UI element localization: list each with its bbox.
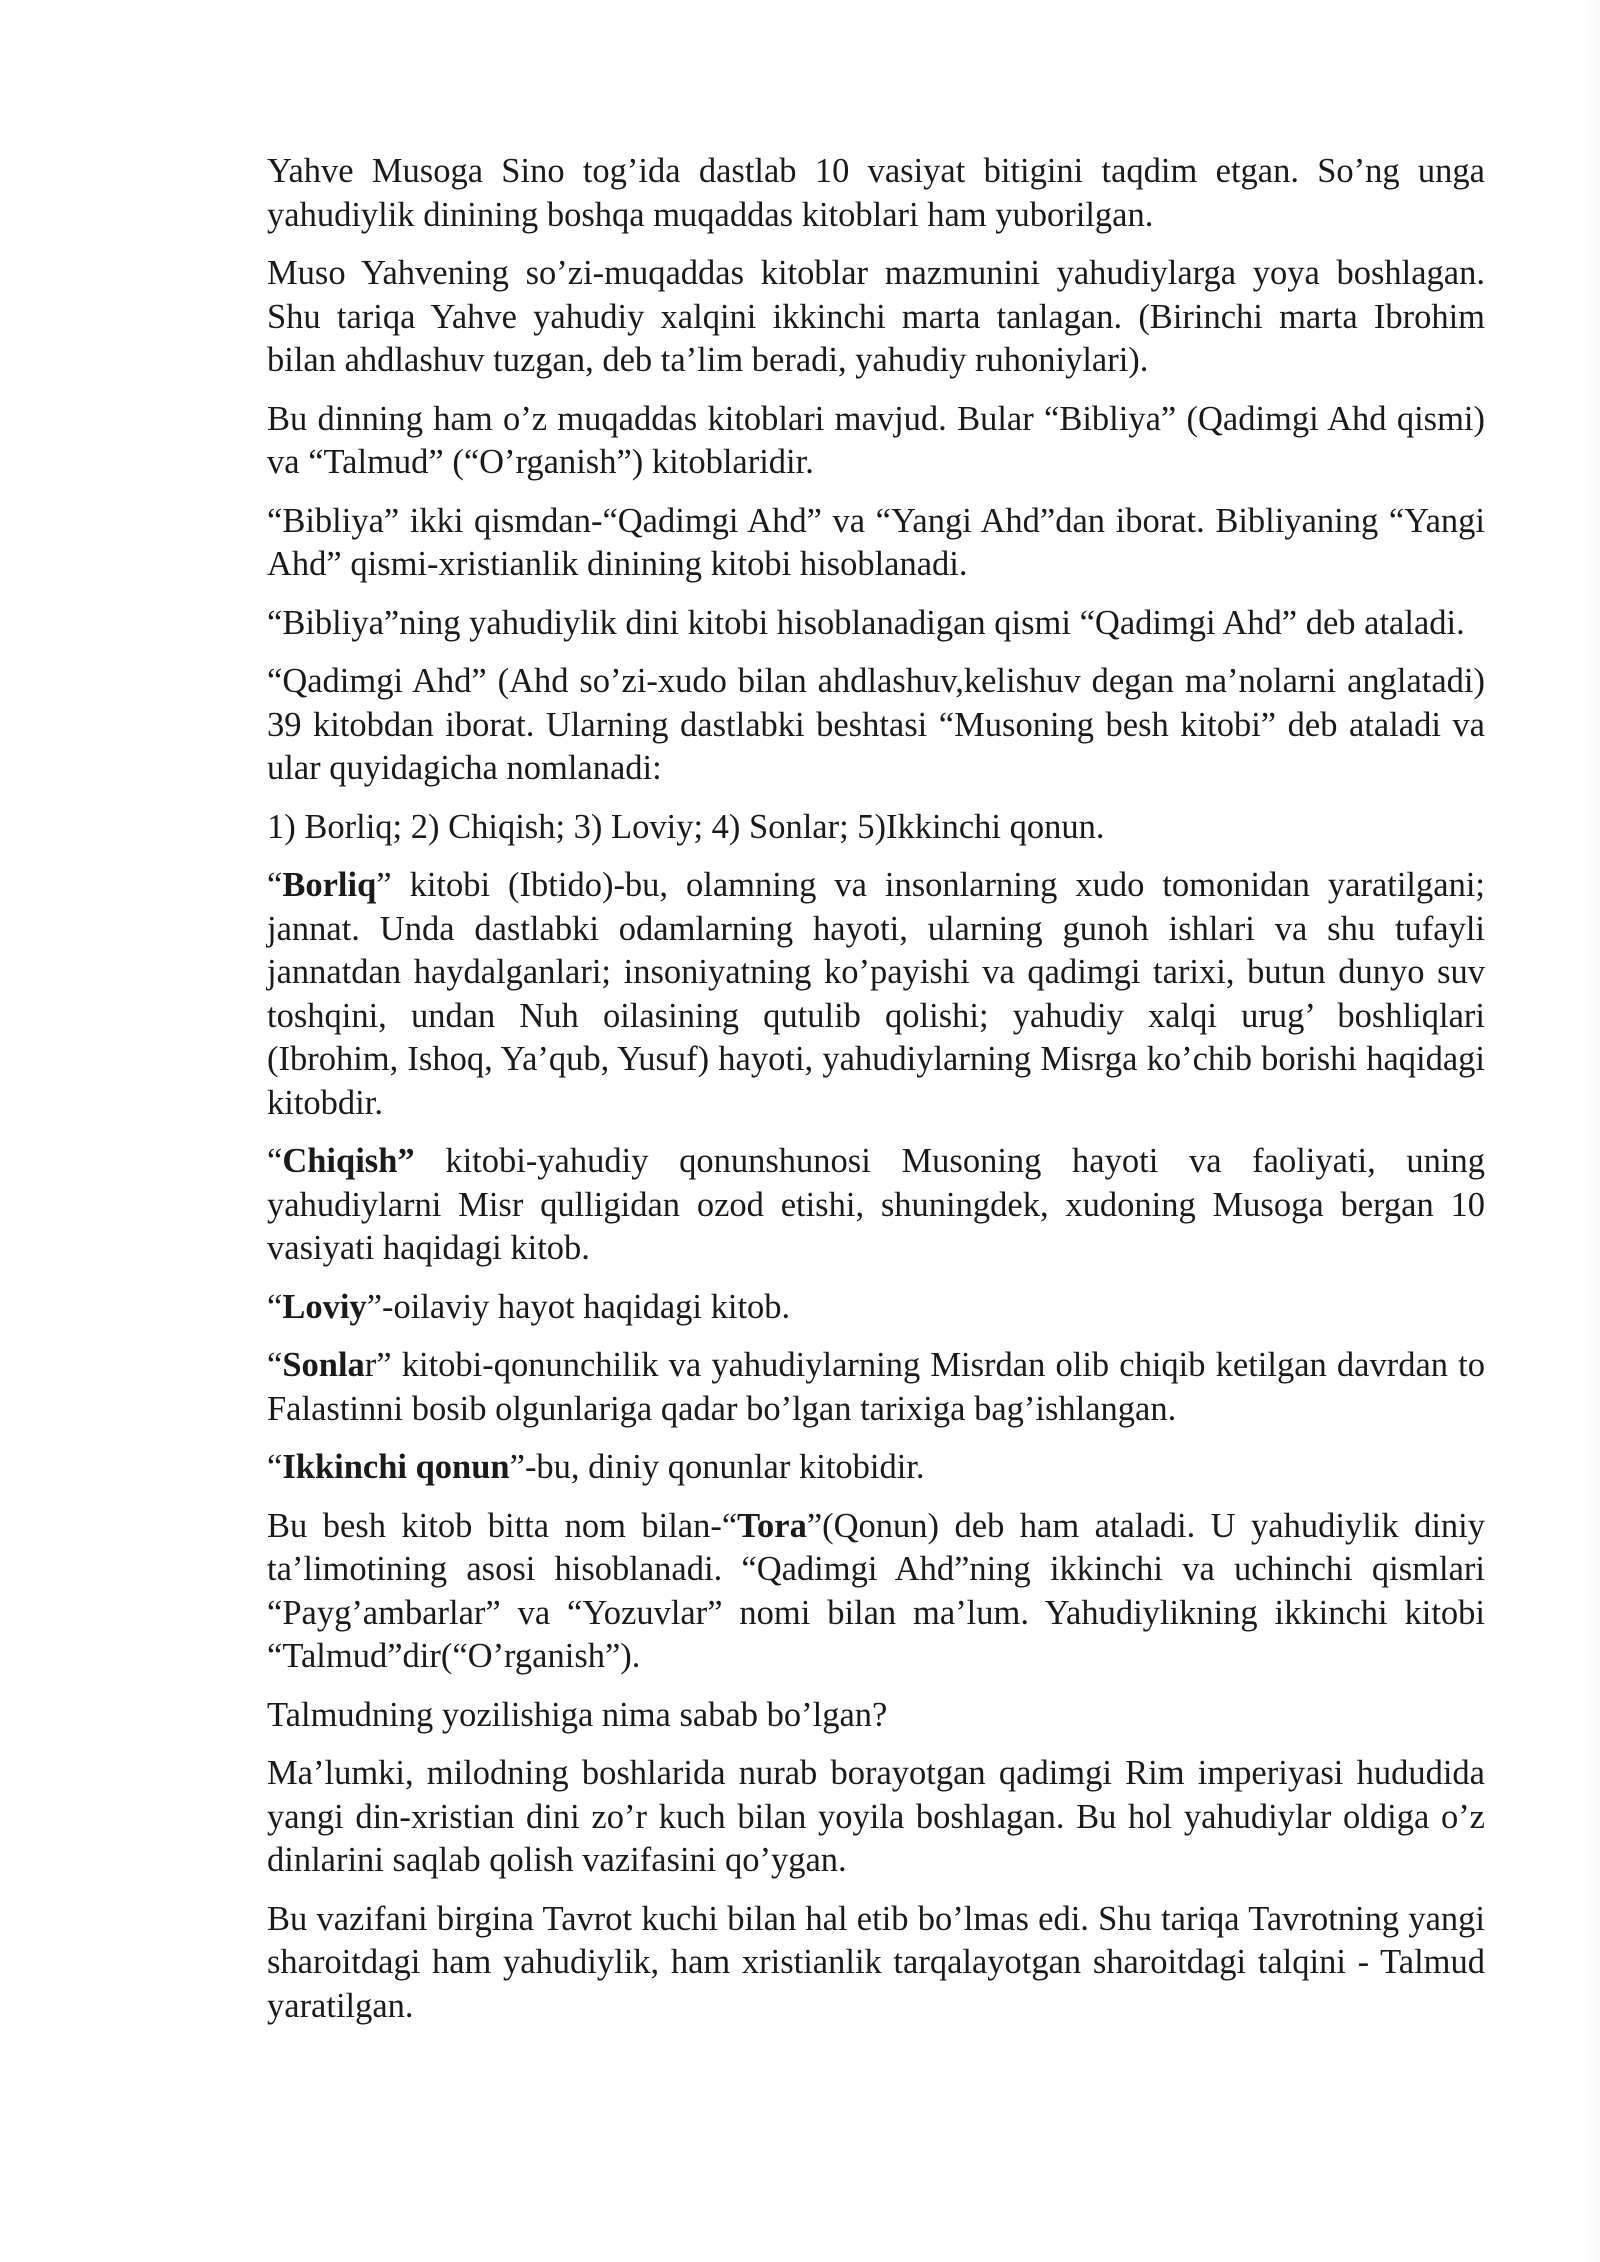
paragraph xyxy=(267,398,1485,485)
text-run: ” kitobi (Ibtido)-bu, olamning va insonlarning xudo tomonidan yaratilgani; jannat. Unda dastlabki odamlarning hayoti, ularning gunoh ishlari va shu tufayli jannatdan haydalganlari; insoniyatning ko’payishi va qadimgi tarixi, butun dunyo suv toshqini, undan Nuh oilasining qutulib qolishi; yahudiy xalqi urug’ boshliqlari (Ibrohim, Ishoq, Ya’qub, Yusuf) hayoti, yahudiylarning Misrga ko’chib borishi haqidagi kitobdir. xyxy=(267,866,1485,1122)
text-run: kitobi-yahudiy qonunshunosi Musoning hayoti va faoliyati, uning yahudiylarni Misr qulligidan ozod etishi, shuningdek, xudoning Musoga bergan 10 vasiyati haqidagi kitob. xyxy=(267,1142,1485,1267)
bold-term: Ikkinchi qonun xyxy=(282,1448,510,1486)
bold-term: Loviy xyxy=(282,1287,367,1326)
text-run: “ xyxy=(267,1346,283,1384)
text-run: Ma’lumki, milodning boshlarida nurab borayotgan qadimgi Rim imperiyasi hududida yangi din-xristian dini zo’r kuch bilan yoyila boshlagan. Bu hol yahudiylar oldiga o’z dinlarini saqlab qolish vazifasini qo’ygan. xyxy=(267,1754,1485,1879)
paragraph xyxy=(267,1898,1485,2029)
bold-term: Tora xyxy=(737,1506,807,1545)
text-run: ”-bu, diniy qonunlar kitobidir. xyxy=(509,1448,925,1486)
paragraph xyxy=(267,864,1485,1125)
bold-term: Borliq xyxy=(282,866,377,904)
paragraph xyxy=(267,252,1485,383)
paragraph xyxy=(267,1752,1485,1883)
text-run: 1) Borliq; 2) Chiqish; 3) Loviy; 4) Sonlar; 5)Ikkinchi qonun. xyxy=(267,807,1105,846)
page-edge-shadow xyxy=(1582,0,1600,2262)
text-run: “Qadimgi Ahd” (Ahd so’zi-xudo bilan ahdlashuv,kelishuv degan ma’nolarni anglatadi) 39 kitobdan iborat. Ularning dastlabki beshtasi “Musoning besh kitobi” deb ataladi va ular quyidagicha nomlanadi: xyxy=(267,662,1485,787)
text-run: “ xyxy=(267,866,283,904)
text-run: Talmudning yozilishiga nima sabab bo’lgan? xyxy=(267,1695,888,1734)
document-body xyxy=(267,150,1485,2043)
text-run: Bu dinning ham o’z muqaddas kitoblari mavjud. Bular “Bibliya” (Qadimgi Ahd qismi) va “Talmud” (“O’rganish”) kitoblaridir. xyxy=(267,399,1485,481)
text-run: ”(Qonun) deb ham ataladi. U yahudiylik diniy ta’limotining asosi hisoblanadi. “Qadimgi Ahd”ning ikkinchi va uchinchi qismlari “Payg’ambarlar” va “Yozuvlar” nomi bilan ma’lum. Yahudiylikning ikkinchi kitobi “Talmud”dir(“O’rganish”). xyxy=(267,1506,1486,1675)
text-run: ”-oilaviy hayot haqidagi kitob. xyxy=(366,1287,791,1326)
paragraph xyxy=(267,1140,1485,1271)
paragraph xyxy=(267,806,1485,850)
paragraph xyxy=(267,1446,1485,1490)
bold-term: Chiqish” xyxy=(282,1142,415,1180)
paragraph xyxy=(267,602,1485,646)
paragraph xyxy=(267,150,1485,237)
paragraph xyxy=(267,660,1485,791)
text-run: “Bibliya” ikki qismdan-“Qadimgi Ahd” va “Yangi Ahd”dan iborat. Bibliyaning “Yangi Ahd” qismi-xristianlik dinining kitobi hisoblanadi. xyxy=(267,501,1485,583)
text-run: “ xyxy=(267,1142,283,1180)
paragraph xyxy=(267,500,1485,587)
text-run: Bu vazifani birgina Tavrot kuchi bilan hal etib bo’lmas edi. Shu tariqa Tavrotning yangi sharoitdagi ham yahudiylik, ham xristianlik tarqalayotgan sharoitdagi talqini - Talmud yaratilgan. xyxy=(267,1899,1485,2025)
paragraph xyxy=(267,1286,1485,1330)
text-run: Muso Yahvening so’zi-muqaddas kitoblar mazmunini yahudiylarga yoya boshlagan. Shu tariqa Yahve yahudiy xalqini ikkinchi marta tanlagan. (Birinchi marta Ibrohim bilan ahdlashuv tuzgan, deb ta’lim beradi, yahudiy ruhoniylari). xyxy=(267,254,1485,379)
paragraph xyxy=(267,1344,1485,1431)
text-run: “Bibliya”ning yahudiylik dini kitobi hisoblanadigan qismi “Qadimgi Ahd” deb ataladi. xyxy=(267,603,1465,642)
bold-term: Sonla xyxy=(282,1346,365,1384)
text-run: “ xyxy=(267,1448,283,1486)
text-run: r” kitobi-qonunchilik va yahudiylarning Misrdan olib chiqib ketilgan davrdan to Falastinni bosib olgunlariga qadar bo’lgan tarixiga bag’ishlangan. xyxy=(267,1346,1485,1428)
paragraph xyxy=(267,1694,1485,1738)
text-run: Yahve Musoga Sino tog’ida dastlab 10 vasiyat bitigini taqdim etgan. So’ng unga yahudiylik dinining boshqa muqaddas kitoblari ham yuborilgan. xyxy=(267,152,1485,234)
text-run: Bu besh kitob bitta nom bilan-“ xyxy=(267,1506,738,1545)
paragraph xyxy=(267,1505,1485,1679)
text-run: “ xyxy=(267,1287,283,1326)
